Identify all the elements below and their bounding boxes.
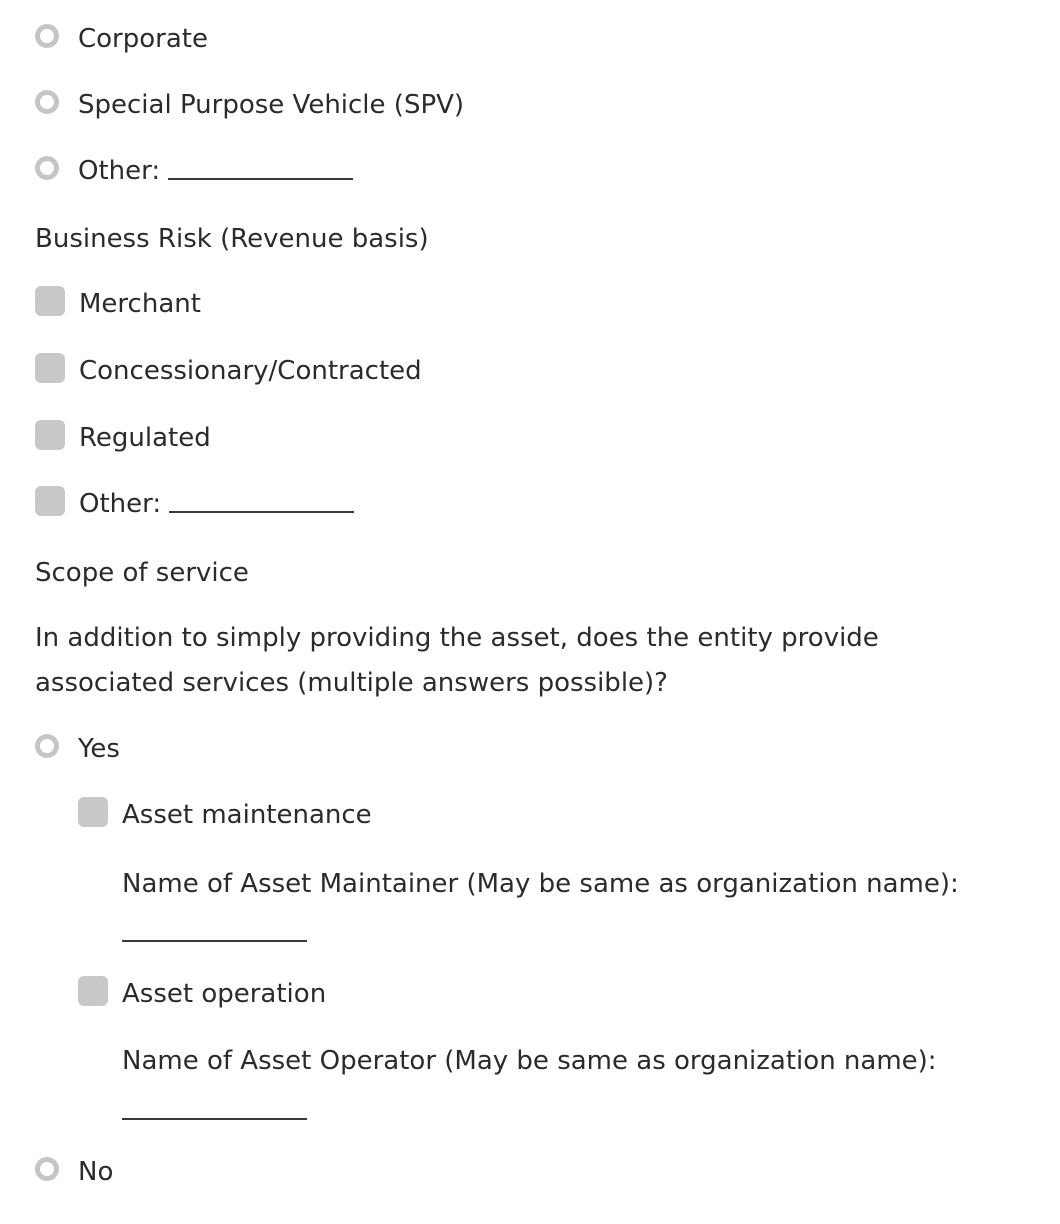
radio-yes[interactable] — [35, 734, 59, 758]
option-label: Concessionary/Contracted — [79, 356, 422, 386]
checkbox-merchant[interactable] — [35, 286, 65, 316]
option-asset-operation[interactable] — [78, 981, 326, 1007]
checkbox-regulated[interactable] — [35, 420, 65, 450]
radio-no[interactable] — [35, 1157, 59, 1181]
option-label: Asset operation — [122, 979, 327, 1009]
checkbox-asset-maintenance[interactable] — [78, 797, 108, 827]
operator-name-input[interactable] — [122, 1118, 307, 1120]
option-label: No — [78, 1157, 114, 1187]
maintainer-name-input[interactable] — [122, 940, 307, 942]
maintainer-prompt: Name of Asset Maintainer (May be same as organization name): — [122, 869, 959, 899]
option-risk-other[interactable] — [35, 491, 354, 517]
scope-heading: Scope of service — [35, 558, 249, 588]
business-risk-heading: Business Risk (Revenue basis) — [35, 224, 429, 254]
option-label: Yes — [78, 734, 120, 764]
option-label: Other: — [78, 156, 161, 186]
option-regulated[interactable] — [35, 425, 211, 451]
option-yes[interactable] — [35, 736, 120, 762]
option-spv[interactable] — [35, 92, 464, 118]
option-label: Merchant — [79, 289, 201, 319]
scope-question: In addition to simply providing the asset, does the entity provide associated services (multiple answers possible)? — [35, 623, 879, 698]
option-label: Special Purpose Vehicle (SPV) — [78, 90, 465, 120]
option-asset-maintenance[interactable] — [78, 802, 372, 828]
checkbox-concessionary[interactable] — [35, 353, 65, 383]
option-label: Regulated — [79, 423, 211, 453]
option-concessionary[interactable] — [35, 358, 422, 384]
radio-corporate[interactable] — [35, 24, 59, 48]
radio-spv[interactable] — [35, 90, 59, 114]
operator-prompt: Name of Asset Operator (May be same as organization name): — [122, 1046, 937, 1076]
radio-entity-other[interactable] — [35, 156, 59, 180]
option-label: Other: — [79, 489, 162, 519]
option-entity-other[interactable] — [35, 158, 353, 184]
option-label: Corporate — [78, 24, 208, 54]
option-merchant[interactable] — [35, 291, 201, 317]
entity-other-input[interactable] — [168, 162, 353, 180]
checkbox-asset-operation[interactable] — [78, 976, 108, 1006]
option-corporate[interactable] — [35, 26, 208, 52]
option-label: Asset maintenance — [122, 800, 372, 830]
option-no[interactable] — [35, 1159, 113, 1185]
risk-other-input[interactable] — [169, 495, 354, 513]
checkbox-risk-other[interactable] — [35, 486, 65, 516]
